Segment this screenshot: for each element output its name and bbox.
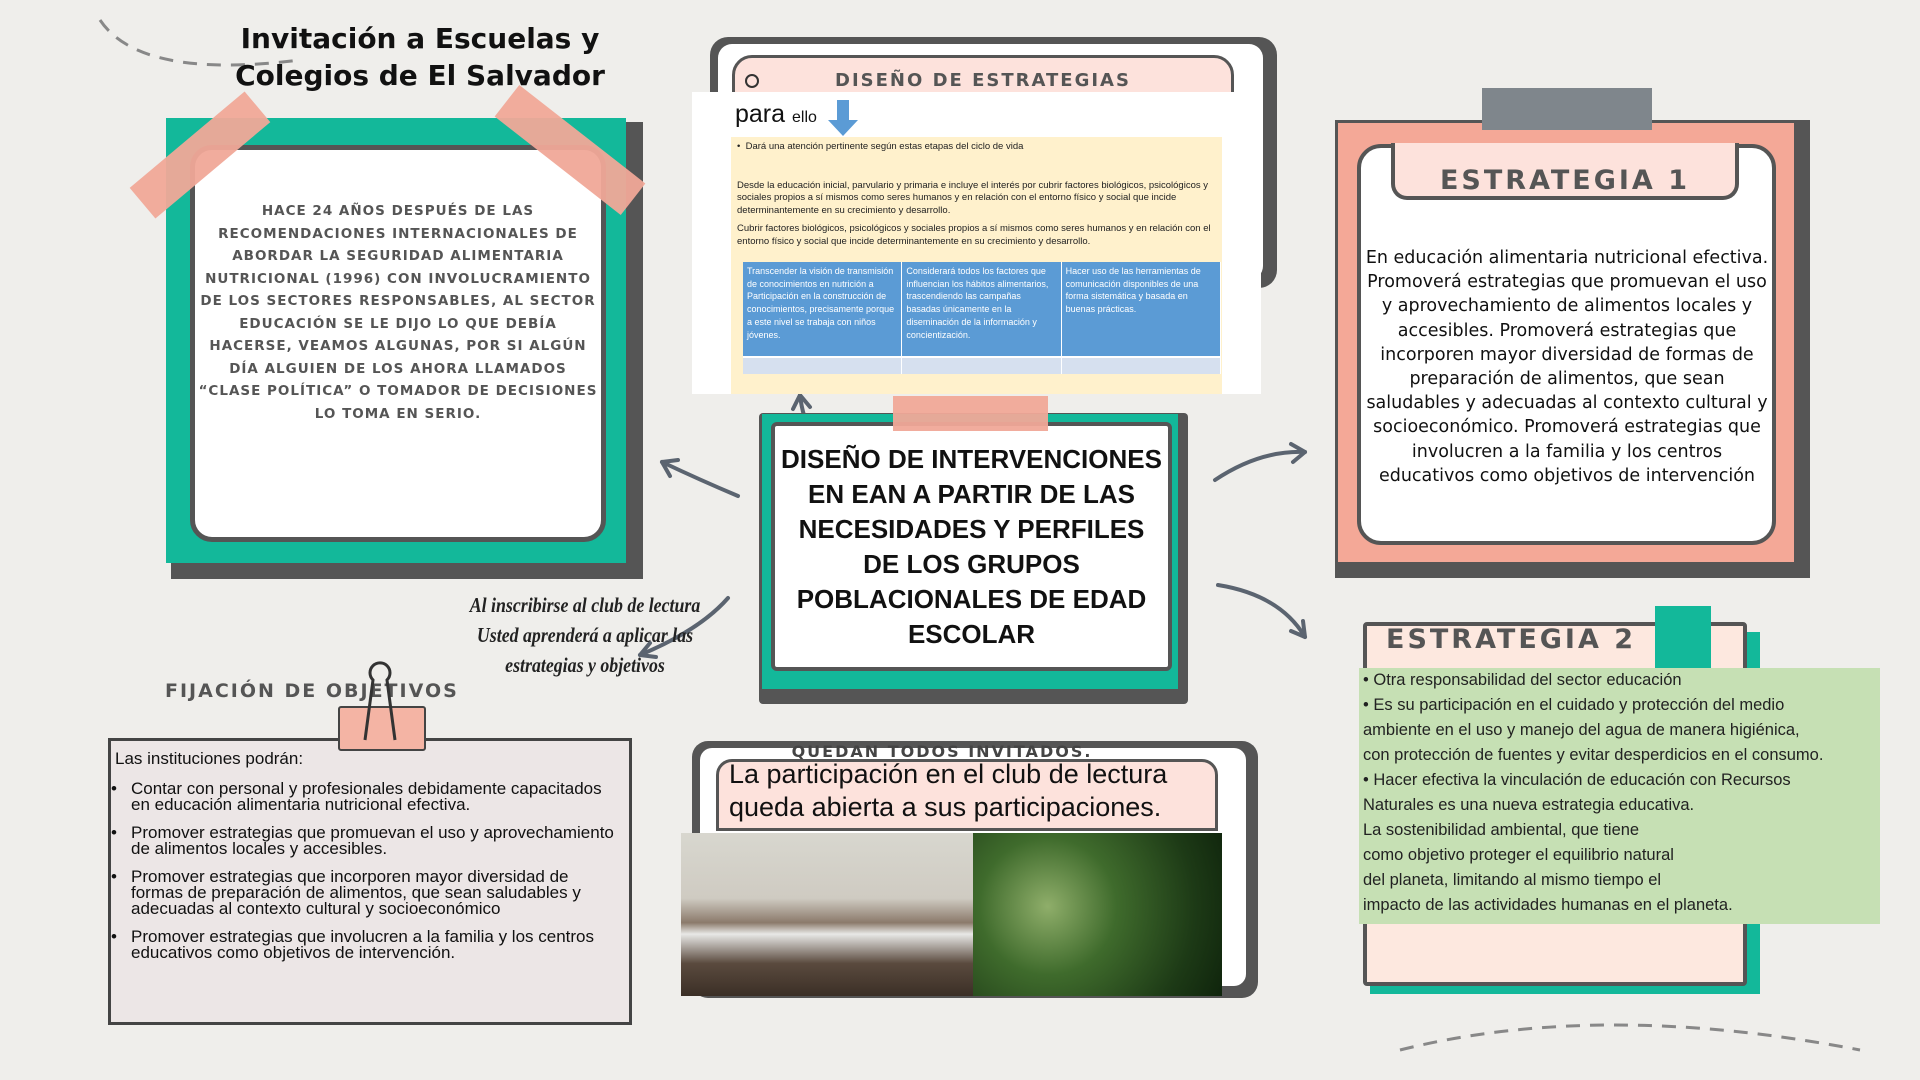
ello-label: ello: [792, 109, 817, 126]
center-card-text: DISEÑO DE INTERVENCIONES EN EAN A PARTIR DE LAS NECESIDADES Y PERFILES DE LOS GRUPOS POBLACIONALES DE EDAD ESCOLAR: [771, 422, 1172, 671]
strategy1-header: ESTRATEGIA 1: [1391, 143, 1739, 200]
slide-paragraph-2: Cubrir factores biológicos, psicológicos y sociales propios a sí mismos como seres humanos y en relación con el entorno físico y social que incide determinantemente en su crecimiento y desarrollo.: [737, 223, 1211, 247]
tape-strategy1: [1482, 88, 1652, 130]
text-line: • Es su participación en el cuidado y protección del medio: [1363, 696, 1785, 714]
tape-center: [893, 396, 1048, 431]
strategy2-header: ESTRATEGIA 2: [1386, 624, 1637, 655]
table-cell: Transcender la visión de transmisión de conocimientos en nutrición a Participación en la construcción de conocimientos, precisamente porque a este nivel se trabaja con niños jóvenes.: [743, 262, 902, 356]
table-cell-empty: [1062, 356, 1221, 374]
strategy-slide-content: • Dará una atención pertinente según estas etapas del ciclo de vida Desde la educación inicial, parvulario y primaria e incluye el interés por cubrir factores biológicos, psicológicos y sociales propios a sí mismos como seres humanos y en relación con el entorno físico y social que incide determinantemente en su crecimiento y desarrollo. Cubrir factores biológicos, psicológicos y sociales propios a sí mismos como seres humanos y en relación con el entorno físico y social que incide determinantemente en su crecimiento y desarrollo. Transcender la visión de transmisión de conocimientos en nutrición a Participación en la construcción de conocimientos, precisamente porque a este nivel se trabaja con niños jóvenes. Considerará todos los factores que influencian los hábitos alimentarios, trascendiendo las campañas basadas únicamente en la diseminación de la información y concientización. Hacer uso de las herramientas de comunicación disponibles de una forma sistemática y basada en buenas prácticas.: [731, 137, 1222, 394]
objectives-title: FIJACIÓN DE OBJETIVOS: [165, 680, 459, 702]
objective-item: • Contar con personal y profesionales debidamente capacitados en educación alimentaria nutricional efectiva.: [115, 781, 625, 813]
arrow-right-bottom-icon: [1218, 585, 1305, 637]
invitation-text: [729, 758, 1167, 824]
invitation-line: La participación en el club de lectura: [729, 759, 1168, 789]
text-line: del planeta, limitando al mismo tiempo el: [1363, 871, 1662, 889]
strategy-design-header: DISEÑO DE ESTRATEGIAS: [732, 55, 1234, 95]
meeting-photo: [681, 833, 973, 996]
text-line: como objetivo proteger el equilibrio natural: [1363, 846, 1674, 864]
text-line: ambiente en el uso y manejo del agua de manera higiénica,: [1363, 721, 1800, 739]
objective-item: • Promover estrategias que involucren a la familia y los centros educativos como objetivos de intervención.: [115, 929, 625, 961]
text-line: La sostenibilidad ambiental, que tiene: [1363, 821, 1640, 839]
text-line: impacto de las actividades humanas en el planeta.: [1363, 896, 1733, 914]
text-line: • Hacer efectiva la vinculación de educación con Recursos: [1363, 771, 1791, 789]
slide-paragraph-1: Desde la educación inicial, parvulario y primaria e incluye el interés por cubrir factores biológicos, psicológicos y sociales propios a sí mismos como seres humanos y en relación con el entorno físico y social que incide determinantemente en su crecimiento y desarrollo.: [737, 179, 1209, 216]
objectives-box: [108, 738, 632, 1025]
note-line: Usted aprenderá a aplicar las: [476, 623, 694, 647]
text-line: • Otra responsabilidad del sector educación: [1363, 671, 1682, 689]
invitation-line: queda abierta a sus participaciones.: [729, 792, 1162, 822]
hands-nature-photo: [973, 833, 1222, 996]
reading-club-note: [462, 590, 709, 680]
strategy2-bookmark: [1655, 606, 1711, 672]
slide-table: [743, 262, 1221, 374]
text-line: con protección de fuentes y evitar desperdicios en el consumo.: [1363, 746, 1824, 764]
strategy1-text: En educación alimentaria nutricional efectiva. Promoverá estrategias que promuevan el uso y aprovechamiento de alimentos locales y accesibles. Promoverá estrategias que incorporen mayor diversidad de formas de preparación de alimentos, que sean saludables y adecuadas al contexto cultural y socioeconómico. Promoverá estrategias que involucren a la familia y los centros educativos como objetivos de intervención: [1365, 248, 1769, 486]
invitation-header: QUEDAN TODOS INVITADOS.: [791, 742, 1093, 761]
arrow-left-icon: [662, 462, 738, 496]
text-line: Naturales es una nueva estrategia educativa.: [1363, 796, 1695, 814]
table-cell: Considerará todos los factores que influencian los hábitos alimentarios, trascendiendo las campañas basadas únicamente en la diseminación de la información y concientización.: [902, 262, 1061, 356]
down-arrow-icon: [828, 100, 858, 136]
para-label: para: [735, 100, 786, 128]
arrow-right-top-icon: [1215, 452, 1305, 480]
left-card-text: HACE 24 AÑOS DESPUÉS DE LAS RECOMENDACIONES INTERNACIONALES DE ABORDAR LA SEGURIDAD ALIMENTARIA NUTRICIONAL (1996) CON INVOLUCRAMIENTO DE LOS SECTORES RESPONSABLES, AL SECTOR EDUCACIÓN SE LE DIJO LO QUE DEBÍA HACERSE, VEAMOS ALGUNAS, POR SI ALGÚN DÍA ALGUIEN DE LOS AHORA LLAMADOS “CLASE POLÍTICA” O TOMADOR DE DECISIONES LO TOMA EN SERIO.: [190, 145, 606, 542]
note-line: estrategias y objetivos: [505, 653, 665, 677]
page-title: Invitación a Escuelas y Colegios de El Salvador: [235, 22, 605, 92]
objective-item: • Promover estrategias que promuevan el uso y aprovechamiento de alimentos locales y accesibles.: [115, 825, 625, 857]
table-cell-empty: [743, 356, 902, 374]
note-line: Al inscribirse al club de lectura: [469, 593, 701, 617]
circle-icon: [745, 74, 759, 88]
objectives-intro: Las instituciones podrán:: [115, 749, 304, 768]
table-cell: Hacer uso de las herramientas de comunicación disponibles de una forma sistemática y basada en buenas prácticas.: [1062, 262, 1221, 356]
strategy2-text: [1359, 668, 1880, 924]
clip-wire-icon: [355, 660, 405, 750]
slide-bullet: Dará una atención pertinente según estas etapas del ciclo de vida: [745, 141, 1024, 152]
table-cell-empty: [902, 356, 1061, 374]
objective-item: • Promover estrategias que incorporen mayor diversidad de formas de preparación de alimentos, que sean saludables y adecuadas al contexto cultural y socioeconómico: [115, 869, 625, 917]
